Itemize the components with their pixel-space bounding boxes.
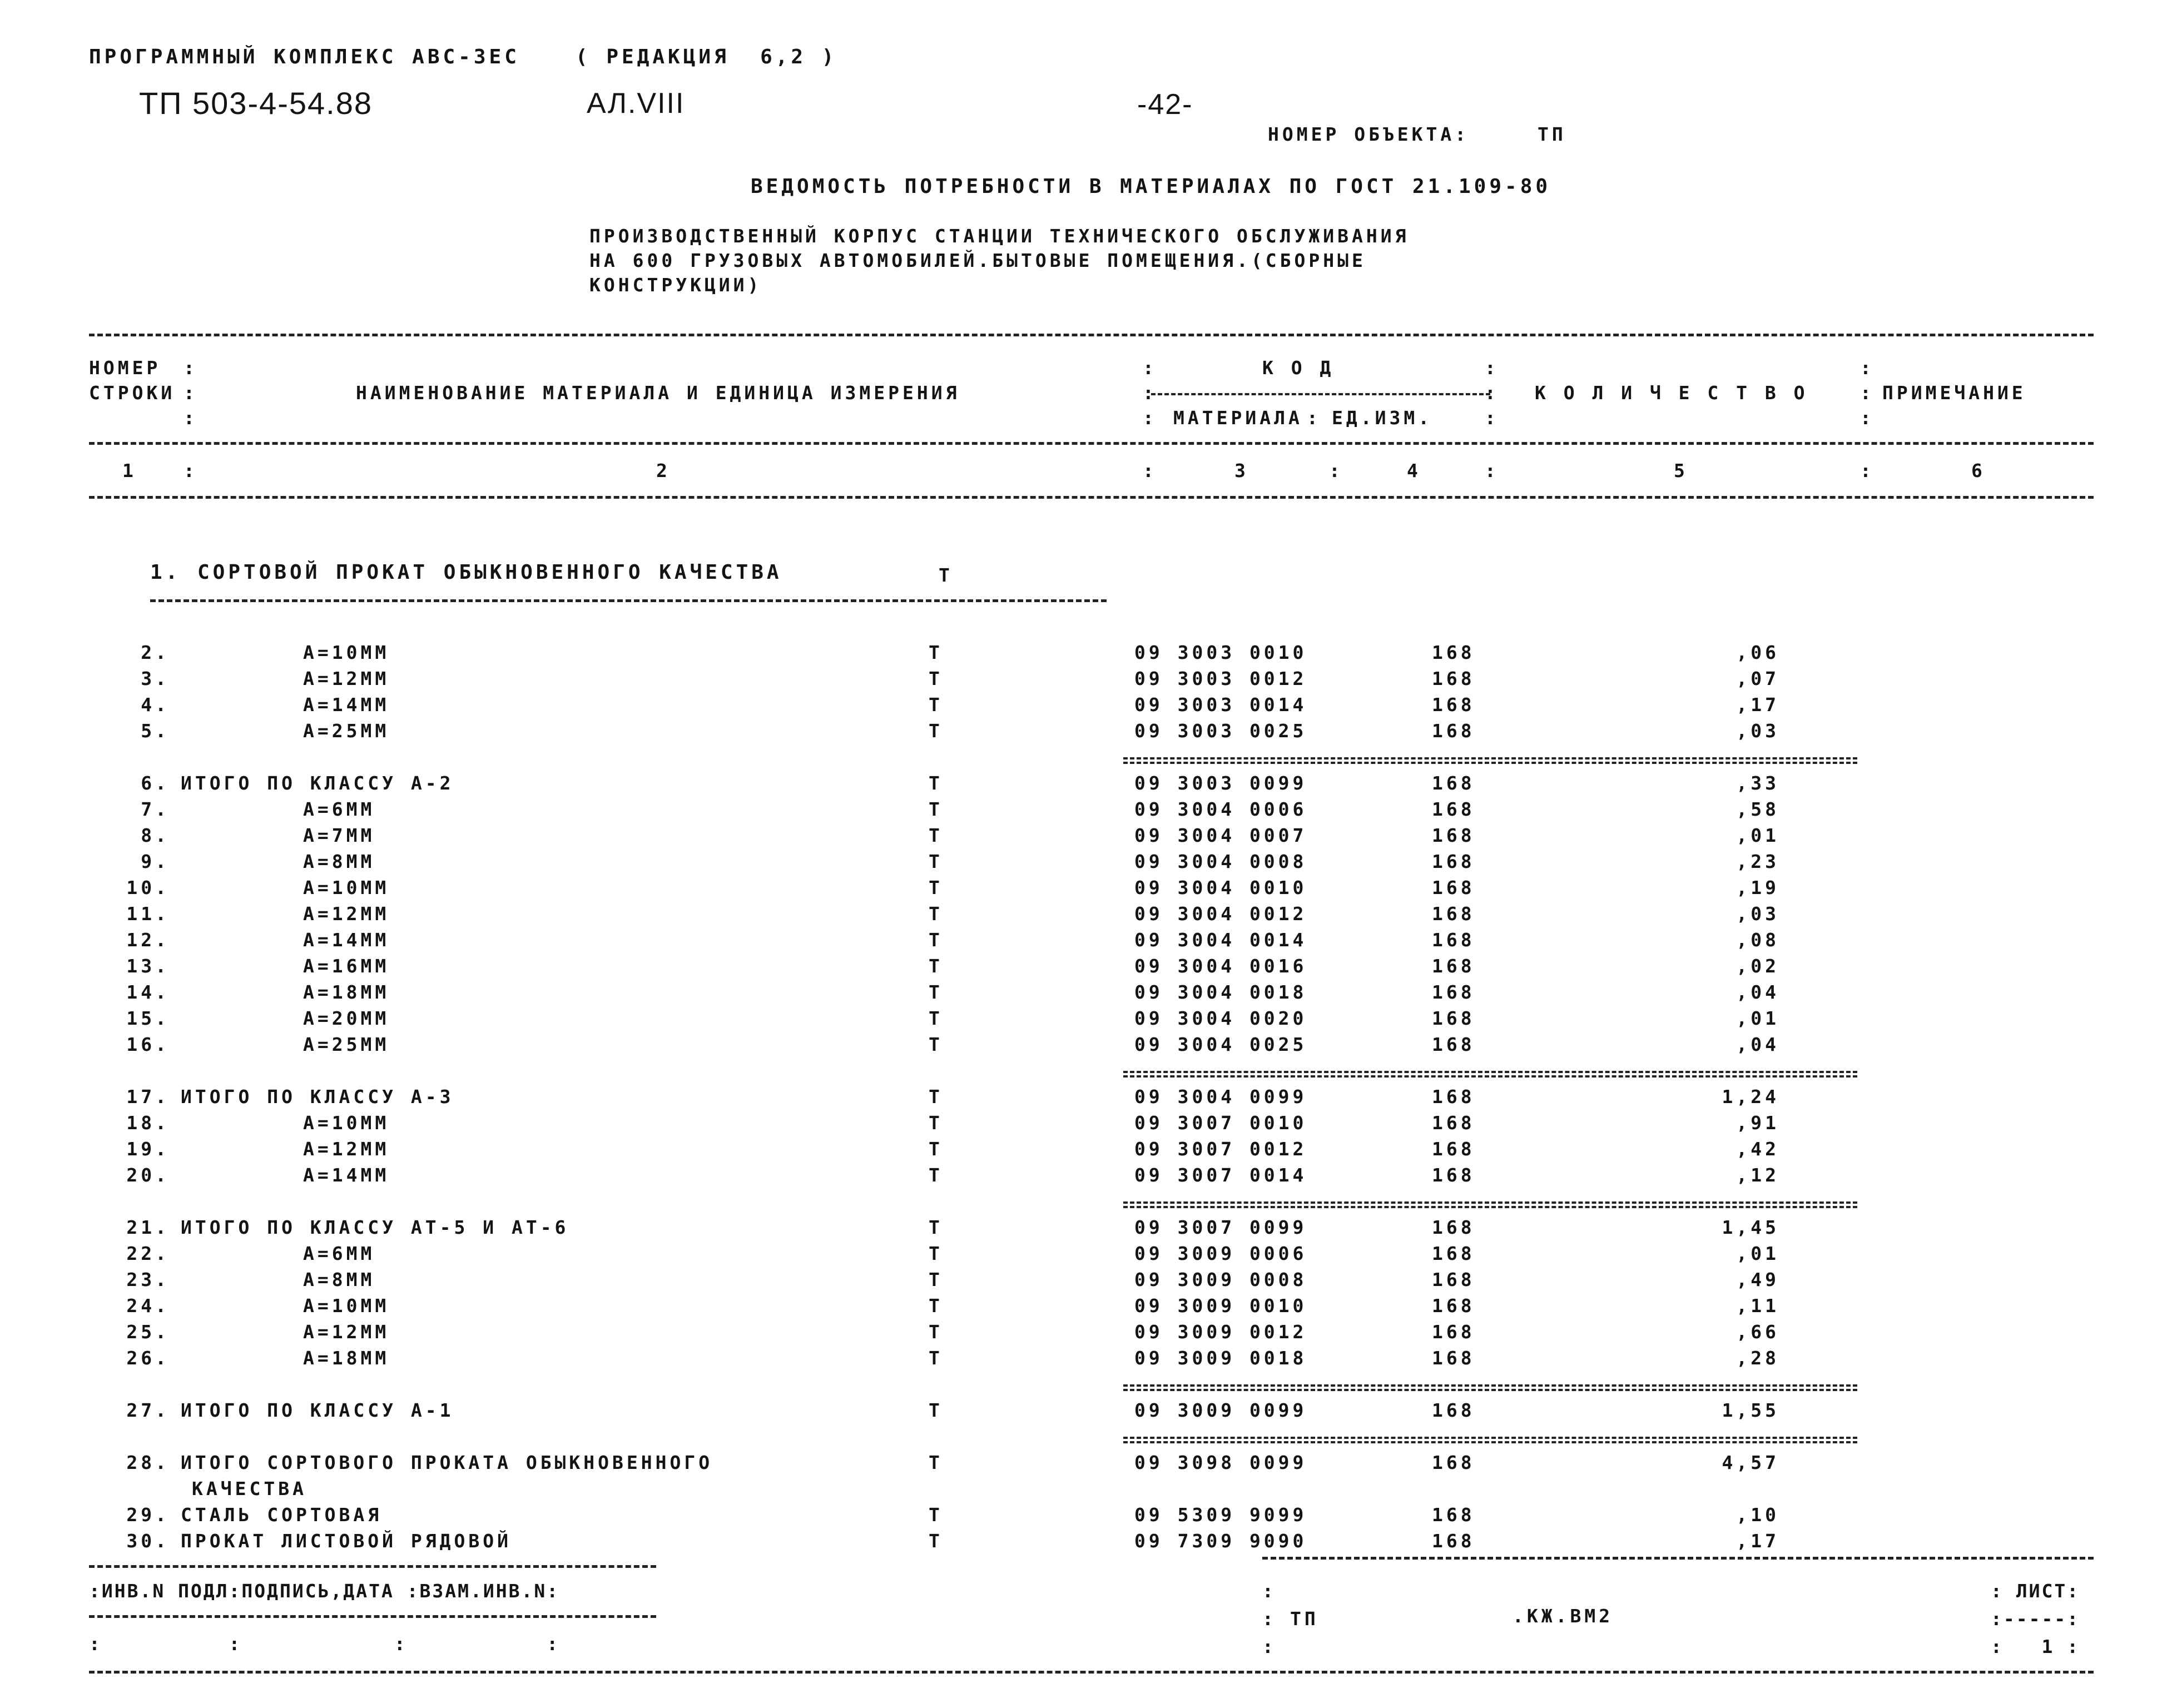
unit-code: 168: [1432, 1034, 1475, 1055]
unit-code: 168: [1432, 1530, 1475, 1552]
material-name: А=20ММ: [303, 1007, 390, 1029]
material-code: 09 3009 0018: [1134, 1347, 1307, 1369]
unit-cell: Т: [929, 1164, 943, 1186]
header-bottom-rule: [89, 442, 2094, 445]
quantity-cell: ,49: [1736, 1269, 1779, 1290]
sheet-number: : 1 :: [1991, 1636, 2080, 1657]
material-name-continuation: КАЧЕСТВА: [192, 1478, 307, 1500]
unit-cell: Т: [929, 720, 943, 742]
unit-code: 168: [1432, 1138, 1475, 1160]
unit-cell: Т: [929, 1217, 943, 1238]
material-code: 09 3004 0010: [1134, 877, 1307, 898]
header-sep-4b: :: [1860, 382, 1875, 404]
material-code: 09 3004 0014: [1134, 929, 1307, 951]
row-number: 22.: [126, 1243, 170, 1264]
quantity-cell: ,66: [1736, 1321, 1779, 1343]
header-sep-2c: :: [1143, 382, 1157, 404]
material-name: А=8ММ: [303, 851, 375, 872]
material-name: А=25ММ: [303, 1034, 390, 1055]
row-number: 7.: [141, 798, 170, 820]
header-sep-3b: :: [1485, 407, 1499, 429]
unit-code: 168: [1432, 1007, 1475, 1029]
row-number: 13.: [126, 955, 170, 977]
row-number: 10.: [126, 877, 170, 898]
material-name: А=10ММ: [303, 642, 390, 663]
unit-code: 168: [1432, 1217, 1475, 1238]
material-name: А=18ММ: [303, 981, 390, 1003]
row-number: 19.: [126, 1138, 170, 1160]
table-row: [0, 1506, 2167, 1531]
material-name: А=16ММ: [303, 955, 390, 977]
column-number-1: 1: [122, 460, 137, 481]
material-code: 09 3009 0010: [1134, 1295, 1307, 1317]
unit-cell: Т: [929, 1138, 943, 1160]
material-name: А=14ММ: [303, 929, 390, 951]
material-code: 09 3003 0012: [1134, 668, 1307, 689]
material-code: 09 3098 0099: [1134, 1452, 1307, 1473]
unit-cell: Т: [929, 668, 943, 689]
row-number: 23.: [126, 1269, 170, 1290]
quantity-cell: ,04: [1736, 981, 1779, 1003]
unit-code: 168: [1432, 1269, 1475, 1290]
unit-code: 168: [1432, 694, 1475, 716]
column-numbers-rule: [89, 496, 2094, 499]
row-number: 4.: [141, 694, 170, 716]
column-number-sep-5: :: [1860, 460, 1875, 481]
quantity-cell: ,04: [1736, 1034, 1779, 1055]
object-value: ТП: [1538, 123, 1566, 145]
subtitle-line-3: КОНСТРУКЦИИ): [589, 274, 762, 296]
material-code: 09 3004 0008: [1134, 851, 1307, 872]
quantity-cell: ,17: [1736, 694, 1779, 716]
material-name: ИТОГО ПО КЛАССУ А-3: [181, 1086, 454, 1108]
quantity-cell: ,42: [1736, 1138, 1779, 1160]
material-name: ИТОГО СОРТОВОГО ПРОКАТА ОБЫКНОВЕННОГО: [181, 1452, 713, 1473]
row-number: 8.: [141, 825, 170, 846]
table-row: [0, 957, 2167, 982]
unit-cell: Т: [929, 1086, 943, 1108]
unit-cell: Т: [929, 851, 943, 872]
row-number: 21.: [126, 1217, 170, 1238]
unit-cell: Т: [929, 903, 943, 925]
column-number-sep-1: :: [184, 460, 198, 481]
material-name: ИТОГО ПО КЛАССУ А-2: [181, 772, 454, 794]
doc-code: ТП: [1290, 1608, 1319, 1630]
stamp-top-rule-left: [89, 1565, 656, 1568]
header-quantity-column: К О Л И Ч Е С Т В О: [1535, 382, 1808, 404]
column-number-sep-4: :: [1485, 460, 1499, 481]
quantity-cell: ,17: [1736, 1530, 1779, 1552]
quantity-cell: ,03: [1736, 720, 1779, 742]
unit-code: 168: [1432, 642, 1475, 663]
header-row-number-2: СТРОКИ: [89, 382, 176, 404]
unit-cell: Т: [929, 981, 943, 1003]
material-code: 09 3004 0016: [1134, 955, 1307, 977]
quantity-cell: ,08: [1736, 929, 1779, 951]
page-number: -42-: [1137, 88, 1193, 121]
row-number: 20.: [126, 1164, 170, 1186]
material-name: А=8ММ: [303, 1269, 375, 1290]
quantity-cell: ,33: [1736, 772, 1779, 794]
unit-cell: Т: [929, 929, 943, 951]
material-code: 09 3004 0007: [1134, 825, 1307, 846]
material-name: А=10ММ: [303, 1295, 390, 1317]
material-code: 09 3007 0012: [1134, 1138, 1307, 1160]
material-code: 09 3004 0006: [1134, 798, 1307, 820]
material-name: А=12ММ: [303, 1321, 390, 1343]
row-number: 6.: [141, 772, 170, 794]
header-code-column: К О Д: [1262, 357, 1335, 379]
unit-code: 168: [1432, 851, 1475, 872]
quantity-cell: ,10: [1736, 1504, 1779, 1526]
unit-code: 168: [1432, 877, 1475, 898]
quantity-cell: 1,24: [1722, 1086, 1779, 1108]
quantity-cell: ,19: [1736, 877, 1779, 898]
material-name: А=14ММ: [303, 694, 390, 716]
object-label: НОМЕР ОБЪЕКТА:: [1268, 123, 1470, 145]
unit-code: 168: [1432, 825, 1475, 846]
row-number: 2.: [141, 642, 170, 663]
unit-cell: Т: [929, 1504, 943, 1526]
doc-suffix: .КЖ.ВМ2: [1513, 1605, 1614, 1627]
section-title: СОРТОВОЙ ПРОКАТ ОБЫКНОВЕННОГО КАЧЕСТВА: [197, 561, 782, 584]
edition-label: ( РЕДАКЦИЯ 6,2 ): [576, 46, 837, 68]
quantity-cell: ,06: [1736, 642, 1779, 663]
row-number: 27.: [126, 1399, 170, 1421]
unit-code: 168: [1432, 1243, 1475, 1264]
material-code: 09 3004 0018: [1134, 981, 1307, 1003]
material-code: 09 3003 0099: [1134, 772, 1307, 794]
quantity-cell: ,11: [1736, 1295, 1779, 1317]
table-row: [0, 1349, 2167, 1374]
table-row: [0, 878, 2167, 904]
material-name: А=12ММ: [303, 903, 390, 925]
header-sep-1: :: [184, 357, 198, 379]
material-name: А=12ММ: [303, 668, 390, 689]
header-sep-2d: :: [1143, 407, 1157, 429]
material-code: 09 3009 0012: [1134, 1321, 1307, 1343]
material-name: А=7ММ: [303, 825, 375, 846]
unit-code: 168: [1432, 929, 1475, 951]
table-row: [0, 1114, 2167, 1139]
material-name: ИТОГО ПО КЛАССУ А-1: [181, 1399, 454, 1421]
header-name-column: НАИМЕНОВАНИЕ МАТЕРИАЛА И ЕДИНИЦА ИЗМЕРЕНИЯ: [356, 382, 960, 404]
header-sep-1b: :: [184, 382, 198, 404]
quantity-cell: ,91: [1736, 1112, 1779, 1134]
table-row: [0, 931, 2167, 956]
quantity-cell: ,01: [1736, 1243, 1779, 1264]
material-name: А=6ММ: [303, 798, 375, 820]
unit-code: 168: [1432, 1321, 1475, 1343]
unit-cell: Т: [929, 877, 943, 898]
row-number: 11.: [126, 903, 170, 925]
table-row: [0, 1009, 2167, 1035]
table-row: [0, 1270, 2167, 1296]
column-number-6: 6: [1971, 460, 1986, 481]
unit-code: 168: [1432, 1112, 1475, 1134]
table-row: [0, 983, 2167, 1009]
header-sep-4a: :: [1860, 357, 1875, 379]
material-code: 09 7309 9090: [1134, 1530, 1307, 1552]
table-row: [0, 1088, 2167, 1113]
table-row: [0, 905, 2167, 930]
material-code: 09 3009 0099: [1134, 1399, 1307, 1421]
material-name: А=25ММ: [303, 720, 390, 742]
table-row: [0, 1166, 2167, 1191]
unit-cell: Т: [929, 955, 943, 977]
subtitle-line-2: НА 600 ГРУЗОВЫХ АВТОМОБИЛЕЙ.БЫТОВЫЕ ПОМЕЩЕНИЯ.(СБОРНЫЕ: [589, 250, 1366, 271]
subtotal-separator: [1123, 1201, 1857, 1208]
header-code-rule: [1151, 393, 1490, 395]
table-row: [0, 1323, 2167, 1348]
column-number-5: 5: [1674, 460, 1688, 481]
table-row: [0, 1401, 2167, 1427]
subtotal-separator: [1123, 1384, 1857, 1391]
quantity-cell: 4,57: [1722, 1452, 1779, 1473]
row-number: 18.: [126, 1112, 170, 1134]
row-number: 30.: [126, 1530, 170, 1552]
table-row: [0, 643, 2167, 669]
unit-code: 168: [1432, 1086, 1475, 1108]
material-name: А=14ММ: [303, 1164, 390, 1186]
unit-cell: Т: [929, 642, 943, 663]
quantity-cell: ,01: [1736, 825, 1779, 846]
material-name: А=10ММ: [303, 1112, 390, 1134]
table-row: [0, 774, 2167, 800]
album-code: АЛ.VIII: [587, 87, 685, 120]
material-code: 09 3009 0006: [1134, 1243, 1307, 1264]
project-code: ТП 503-4-54.88: [139, 86, 373, 121]
quantity-cell: 1,55: [1722, 1399, 1779, 1421]
row-number: 25.: [126, 1321, 170, 1343]
unit-cell: Т: [929, 1112, 943, 1134]
unit-code: 168: [1432, 1295, 1475, 1317]
row-number: 9.: [141, 851, 170, 872]
table-row: [0, 852, 2167, 878]
unit-cell: Т: [929, 1321, 943, 1343]
row-number: 17.: [126, 1086, 170, 1108]
unit-cell: Т: [929, 825, 943, 846]
table-row: [0, 669, 2167, 695]
material-name: ИТОГО ПО КЛАССУ АТ-5 И АТ-6: [181, 1217, 569, 1238]
header-sep-2b: :: [1485, 357, 1499, 379]
unit-cell: Т: [929, 1295, 943, 1317]
row-number: 5.: [141, 720, 170, 742]
unit-code: 168: [1432, 903, 1475, 925]
column-number-2: 2: [656, 460, 671, 481]
material-code: 09 3009 0008: [1134, 1269, 1307, 1290]
document-title: ВЕДОМОСТЬ ПОТРЕБНОСТИ В МАТЕРИАЛАХ ПО ГОСТ 21.109-80: [751, 175, 1551, 198]
quantity-cell: ,28: [1736, 1347, 1779, 1369]
unit-cell: Т: [929, 1243, 943, 1264]
stamp-top-rule-right: [1262, 1557, 2094, 1560]
material-name: СТАЛЬ СОРТОВАЯ: [181, 1504, 383, 1526]
table-row: [0, 1244, 2167, 1270]
quantity-cell: ,12: [1736, 1164, 1779, 1186]
header-code-material: МАТЕРИАЛА: [1173, 407, 1303, 429]
material-name: А=6ММ: [303, 1243, 375, 1264]
table-row: [0, 800, 2167, 826]
stamp-empty-cells: : : : :: [89, 1633, 560, 1655]
section-unit: Т: [939, 564, 953, 586]
column-number-sep-2: :: [1143, 460, 1157, 481]
stamp-bottom-rule: [89, 1671, 2094, 1674]
header-row-number-1: НОМЕР: [89, 357, 161, 379]
material-name: А=12ММ: [303, 1138, 390, 1160]
unit-cell: Т: [929, 1034, 943, 1055]
unit-code: 168: [1432, 720, 1475, 742]
row-number: 15.: [126, 1007, 170, 1029]
doc-code-sep-1: :: [1262, 1580, 1277, 1602]
unit-code: 168: [1432, 1504, 1475, 1526]
subtotal-separator: [1123, 1071, 1857, 1078]
material-name: ПРОКАТ ЛИСТОВОЙ РЯДОВОЙ: [181, 1530, 512, 1552]
unit-code: 168: [1432, 772, 1475, 794]
table-row: [0, 1140, 2167, 1165]
header-sep-4c: :: [1860, 407, 1875, 429]
material-code: 09 3007 0014: [1134, 1164, 1307, 1186]
table-top-rule: [89, 334, 2094, 336]
unit-cell: Т: [929, 1399, 943, 1421]
header-sep-2a: :: [1143, 357, 1157, 379]
row-number: 28.: [126, 1452, 170, 1473]
unit-cell: Т: [929, 694, 943, 716]
row-number: 14.: [126, 981, 170, 1003]
row-number: 12.: [126, 929, 170, 951]
header-note-column: ПРИМЕЧАНИЕ: [1882, 382, 2026, 404]
material-code: 09 3007 0099: [1134, 1217, 1307, 1238]
unit-code: 168: [1432, 1452, 1475, 1473]
stamp-headers: :ИНВ.N ПОДЛ:ПОДПИСЬ,ДАТА :ВЗАМ.ИНВ.N:: [89, 1580, 560, 1602]
unit-code: 168: [1432, 798, 1475, 820]
quantity-cell: ,58: [1736, 798, 1779, 820]
unit-cell: Т: [929, 772, 943, 794]
quantity-cell: ,03: [1736, 903, 1779, 925]
section-number: 1.: [150, 561, 181, 584]
doc-code-sep-3: :: [1262, 1636, 1277, 1657]
row-number: 3.: [141, 668, 170, 689]
sheet-label: : ЛИСТ:: [1991, 1580, 2080, 1602]
material-code: 09 3003 0014: [1134, 694, 1307, 716]
section-underline: [150, 599, 1107, 602]
row-number: 24.: [126, 1295, 170, 1317]
quantity-cell: ,23: [1736, 851, 1779, 872]
material-code: 09 5309 9099: [1134, 1504, 1307, 1526]
table-row: [0, 1218, 2167, 1244]
quantity-cell: ,07: [1736, 668, 1779, 689]
unit-code: 168: [1432, 955, 1475, 977]
material-code: 09 3003 0025: [1134, 720, 1307, 742]
material-code: 09 3004 0020: [1134, 1007, 1307, 1029]
unit-code: 168: [1432, 981, 1475, 1003]
subtotal-separator: [1123, 757, 1857, 764]
column-number-4: 4: [1407, 460, 1421, 481]
row-number: 29.: [126, 1504, 170, 1526]
header-sep-code-mid: :: [1307, 407, 1321, 429]
doc-code-sep-2: :: [1262, 1608, 1277, 1630]
material-code: 09 3007 0010: [1134, 1112, 1307, 1134]
subtotal-separator: [1123, 1437, 1857, 1443]
unit-code: 168: [1432, 1164, 1475, 1186]
material-code: 09 3004 0099: [1134, 1086, 1307, 1108]
unit-code: 168: [1432, 668, 1475, 689]
unit-code: 168: [1432, 1347, 1475, 1369]
unit-code: 168: [1432, 1399, 1475, 1421]
quantity-cell: ,02: [1736, 955, 1779, 977]
subtitle-line-1: ПРОИЗВОДСТВЕННЫЙ КОРПУС СТАНЦИИ ТЕХНИЧЕСКОГО ОБСЛУЖИВАНИЯ: [589, 225, 1410, 247]
table-row: [0, 1452, 2167, 1500]
header-sep-3: :: [1485, 382, 1499, 404]
material-name: А=18ММ: [303, 1347, 390, 1369]
material-code: 09 3004 0012: [1134, 903, 1307, 925]
material-code: 09 3004 0025: [1134, 1034, 1307, 1055]
unit-cell: Т: [929, 1007, 943, 1029]
column-number-sep-3: :: [1329, 460, 1343, 481]
unit-cell: Т: [929, 1269, 943, 1290]
unit-cell: Т: [929, 1452, 943, 1473]
header-sep-1c: :: [184, 407, 198, 429]
row-number: 16.: [126, 1034, 170, 1055]
table-row: [0, 696, 2167, 721]
unit-cell: Т: [929, 1347, 943, 1369]
material-name: А=10ММ: [303, 877, 390, 898]
row-number: 26.: [126, 1347, 170, 1369]
program-name: ПРОГРАММНЫЙ КОМПЛЕКС АВС-ЗЕС: [89, 46, 520, 68]
column-number-3: 3: [1234, 460, 1249, 481]
quantity-cell: ,01: [1736, 1007, 1779, 1029]
table-row: [0, 722, 2167, 747]
material-code: 09 3003 0010: [1134, 642, 1307, 663]
table-row: [0, 1297, 2167, 1322]
stamp-middle-rule: [89, 1615, 656, 1618]
table-row: [0, 1532, 2167, 1557]
sheet-separator: :-----:: [1991, 1608, 2080, 1630]
unit-cell: Т: [929, 1530, 943, 1552]
table-row: [0, 826, 2167, 852]
table-row: [0, 1035, 2167, 1061]
header-code-unit: ЕД.ИЗМ.: [1332, 407, 1433, 429]
unit-cell: Т: [929, 798, 943, 820]
quantity-cell: 1,45: [1722, 1217, 1779, 1238]
